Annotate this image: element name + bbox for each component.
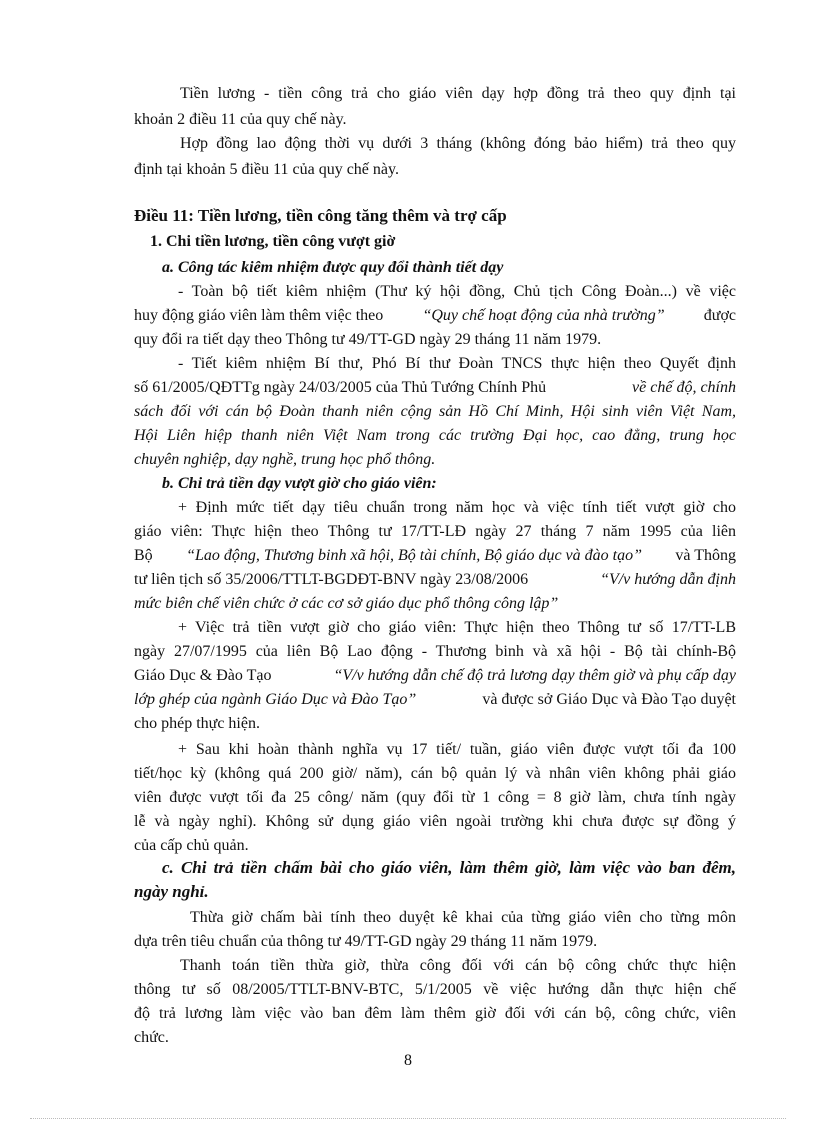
quoted-title: “V/v hướng dẫn chế độ trả lương dạy thêm giờ và phụ cấp dạy xyxy=(333,667,736,684)
page-number: 8 xyxy=(404,1052,412,1069)
paragraph-line xyxy=(134,666,736,686)
paragraph-line xyxy=(134,378,736,398)
paragraph-line: mức biên chế viên chức ở các cơ sở giáo dục phổ thông công lập” xyxy=(134,595,559,612)
text-run: được xyxy=(703,307,736,324)
quoted-title: lớp ghép của ngành Giáo Dục và Đào Tạo” xyxy=(134,691,417,708)
paragraph-line: Hợp đồng lao động thời vụ dưới 3 tháng (không đóng bảo hiểm) trả theo quy xyxy=(180,135,736,152)
paragraph-line: quy đổi ra tiết dạy theo Thông tư 49/TT-GD ngày 29 tháng 11 năm 1979. xyxy=(134,331,602,348)
italic-run: về chế độ, chính xyxy=(632,379,736,396)
quoted-title: “Quy chế hoạt động của nhà trường” xyxy=(422,307,665,324)
text-run: huy động giáo viên làm thêm việc theo xyxy=(134,307,384,324)
section-heading: 1. Chi tiền lương, tiền công vượt giờ xyxy=(150,233,396,250)
paragraph-line: chuyên nghiệp, dạy nghề, trung học phổ thông. xyxy=(134,451,436,468)
paragraph-line: tiết/học kỳ (không quá 200 giờ/ năm), cán bộ quản lý và nhân viên không phải giáo xyxy=(134,765,736,782)
subsection-heading: ngày nghỉ. xyxy=(134,882,209,901)
paragraph-line: Hội Liên hiệp thanh niên Việt Nam trong các trường Đại học, cao đẳng, trung học xyxy=(134,427,736,444)
text-run: Giáo Dục & Đào Tạo xyxy=(134,667,272,684)
text-run: và được sở Giáo Dục và Đào Tạo duyệt xyxy=(482,691,736,708)
paragraph-line: + Việc trả tiền vượt giờ cho giáo viên: Thực hiện theo Thông tư số 17/TT-LB xyxy=(178,619,736,636)
quoted-title: “V/v hướng dẫn định xyxy=(600,571,736,588)
paragraph-line: của cấp chủ quản. xyxy=(134,837,249,854)
paragraph-line: Thừa giờ chấm bài tính theo duyệt kê khai của từng giáo viên cho từng môn xyxy=(190,909,736,926)
paragraph-line: + Định mức tiết dạy tiêu chuẩn trong năm học và việc tính tiết vượt giờ cho xyxy=(178,499,736,516)
paragraph-line: độ trả lương làm việc vào ban đêm làm thêm giờ đối với cán bộ, công chức, viên xyxy=(134,1005,736,1022)
page-bottom-border xyxy=(30,1118,786,1119)
paragraph-line: Tiền lương - tiền công trả cho giáo viên dạy hợp đồng trả theo quy định tại xyxy=(180,85,736,102)
paragraph-line: giáo viên: Thực hiện theo Thông tư 17/TT-LĐ ngày 27 tháng 7 năm 1995 của liên xyxy=(134,523,736,540)
paragraph-line: lễ và ngày nghỉ). Không sử dụng giáo viên ngoài trường khi chưa được sự đồng ý xyxy=(134,813,736,830)
paragraph-line: viên được vượt tối đa 25 công/ năm (quy đổi từ 1 công = 8 giờ làm, chưa tính ngày xyxy=(134,789,736,806)
paragraph-line xyxy=(134,570,736,590)
paragraph-line xyxy=(134,690,736,710)
subsection-heading: b. Chi trả tiền dạy vượt giờ cho giáo viên: xyxy=(162,475,437,492)
paragraph-line: Thanh toán tiền thừa giờ, thừa công đối với cán bộ công chức thực hiện xyxy=(180,957,736,974)
paragraph-line: - Toàn bộ tiết kiêm nhiệm (Thư ký hội đồng, Chủ tịch Công Đoàn...) về việc xyxy=(178,283,736,300)
text-run: Bộ xyxy=(134,547,153,564)
text-run: số 61/2005/QĐTTg ngày 24/03/2005 của Thủ Tướng Chính Phủ xyxy=(134,379,547,396)
paragraph-line: + Sau khi hoàn thành nghĩa vụ 17 tiết/ tuần, giáo viên được vượt tối đa 100 xyxy=(178,741,736,758)
paragraph-line: sách đối với cán bộ Đoàn thanh niên cộng sản Hồ Chí Minh, Hội sinh viên Việt Nam, xyxy=(134,403,736,420)
subsection-heading: a. Công tác kiêm nhiệm được quy đổi thành tiết dạy xyxy=(162,259,504,276)
paragraph-line: định tại khoản 5 điều 11 của quy chế này. xyxy=(134,161,399,178)
quoted-title: “Lao động, Thương binh xã hội, Bộ tài chính, Bộ giáo dục và đào tạo” xyxy=(186,547,642,564)
paragraph-line: chức. xyxy=(134,1029,169,1046)
paragraph-line: khoản 2 điều 11 của quy chế này. xyxy=(134,111,347,128)
article-heading: Điều 11: Tiền lương, tiền công tăng thêm và trợ cấp xyxy=(134,206,507,225)
paragraph-line: ngày 27/07/1995 của liên Bộ Lao động - Thương binh và xã hội - Bộ tài chính-Bộ xyxy=(134,643,736,660)
text-run: tư liên tịch số 35/2006/TTLT-BGDĐT-BNV ngày 23/08/2006 xyxy=(134,571,529,588)
paragraph-line: cho phép thực hiện. xyxy=(134,715,260,732)
paragraph-line xyxy=(134,306,736,326)
paragraph-line xyxy=(134,546,736,566)
text-run: và Thông xyxy=(675,547,736,564)
subsection-heading: c. Chi trả tiền chấm bài cho giáo viên, làm thêm giờ, làm việc vào ban đêm, xyxy=(162,858,736,877)
paragraph-line: dựa trên tiêu chuẩn của thông tư 49/TT-GD ngày 29 tháng 11 năm 1979. xyxy=(134,933,598,950)
paragraph-line: - Tiết kiêm nhiệm Bí thư, Phó Bí thư Đoàn TNCS thực hiện theo Quyết định xyxy=(178,355,736,372)
paragraph-line: thông tư số 08/2005/TTLT-BNV-BTC, 5/1/2005 về việc hướng dẫn thực hiện chế xyxy=(134,981,736,998)
